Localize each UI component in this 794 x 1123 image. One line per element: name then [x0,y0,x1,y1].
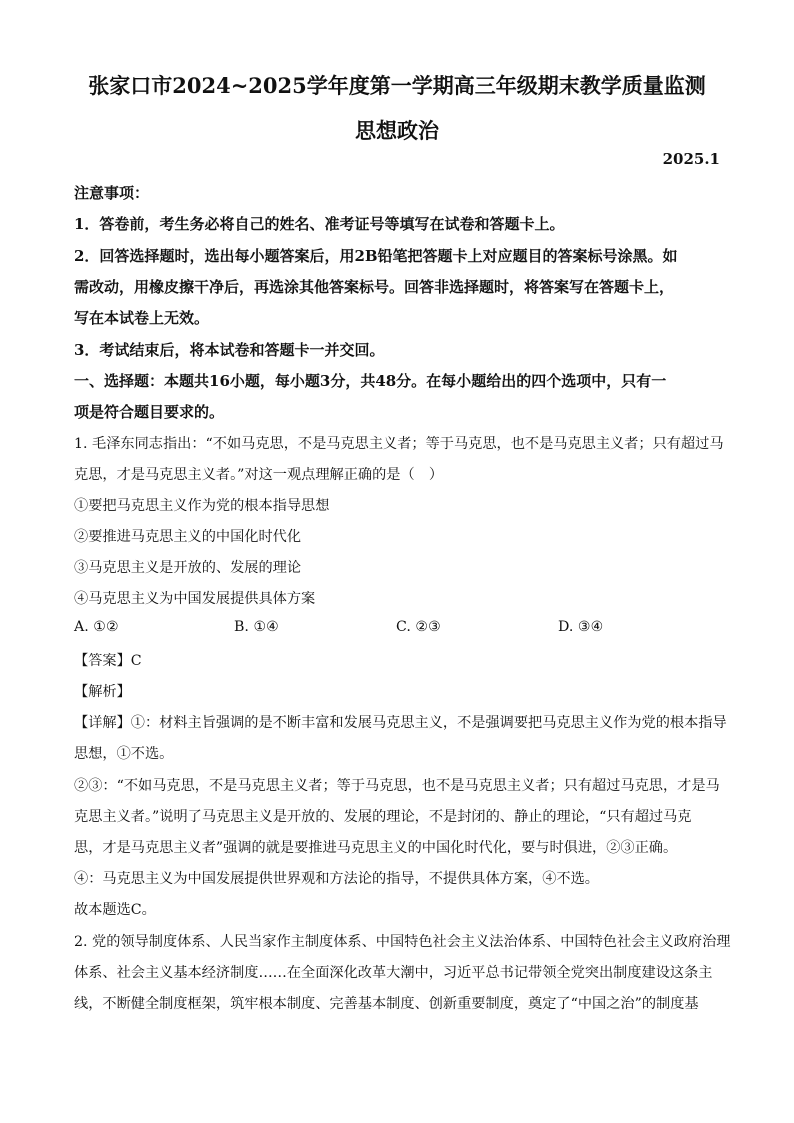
analysis-tag: 【解析】 [74,684,131,700]
option-d: D. ③④ [558,619,604,635]
option-c: C. ②③ [396,619,441,635]
conclusion-line: 故本题选C。 [74,902,156,918]
notice-heading: 注意事项： [74,184,150,202]
question-1-stem-line-2: 克思，才是马克思主义者。”对这一观点理解正确的是（ ） [74,467,444,483]
answer-tag: 【答案】 [74,653,131,669]
section-heading-line-2: 项是符合题目要求的。 [74,403,225,421]
detail-line-3: ②③：“不如马克思，不是马克思主义者；等于马克思，也不是马克思主义者；只有超过马克思，才是马 [74,778,720,794]
notice-item-1: 1．答卷前，考生务必将自己的姓名、准考证号等填写在试卷和答题卡上。 [74,215,565,233]
notice-item-2-line-3: 写在本试卷上无效。 [74,309,210,327]
notice-item-2-line-1: 2．回答选择题时，选出每小题答案后，用2B铅笔把答题卡上对应题目的答案标号涂黑。如 [74,247,678,265]
detail-line-6: ④：马克思主义为中国发展提供世界观和方法论的指导，不提供具体方案，④不选。 [74,871,599,887]
answer-line [74,650,722,670]
notice-item-2-line-2: 需改动，用橡皮擦干净后，再选涂其他答案标号。回答非选择题时，将答案写在答题卡上， [74,278,675,296]
question-1-statement-2: ②要推进马克思主义的中国化时代化 [74,529,302,545]
subject-title: 思想政治 [355,118,439,143]
question-2-line-2: 体系、社会主义基本经济制度……在全面深化改革大潮中，习近平总书记带领全党突出制度建设这条主 [74,965,713,981]
exam-date: 2025.1 [662,150,720,168]
question-2-line-1: 2. 党的领导制度体系、人民当家作主制度体系、中国特色社会主义法治体系、中国特色社会主义政府治理 [74,934,731,950]
notice-item-3: 3．考试结束后，将本试卷和答题卡一并交回。 [74,341,385,359]
detail-line-4: 克思主义者。”说明了马克思主义是开放的、发展的理论，不是封闭的、静止的理论，“只有超过马克 [74,809,692,825]
question-1-stem-line-1: 1. 毛泽东同志指出：“不如马克思，不是马克思主义者；等于马克思，也不是马克思主义者；只有超过马 [74,436,724,452]
option-a: A. ①② [74,619,119,635]
question-1-statement-1: ①要把马克思主义作为党的根本指导思想 [74,498,330,514]
question-1-statement-3: ③马克思主义是开放的、发展的理论 [74,560,302,576]
detail-line-1 [74,712,727,732]
question-1-statement-4: ④马克思主义为中国发展提供具体方案 [74,591,316,607]
detail-line-2: 思想，①不选。 [74,746,174,762]
section-heading-line-1: 一、选择题：本题共16小题，每小题3分，共48分。在每小题给出的四个选项中，只有一 [74,372,667,390]
detail-line-5: 思，才是马克思主义者”强调的就是要推进马克思主义的中国化时代化，要与时俱进，②③正确。 [74,840,678,856]
option-b: B. ①④ [234,619,279,635]
answer-value: C [130,653,142,669]
question-2-line-3: 线，不断健全制度框架，筑牢根本制度、完善基本制度、创新重要制度，奠定了“中国之治”的制度基 [74,996,699,1012]
exam-title: 张家口市2024~2025学年度第一学期高三年级期末教学质量监测 [88,73,706,98]
detail-text-1: ①：材料主旨强调的是不断丰富和发展马克思主义，不是强调要把马克思主义作为党的根本指导 [130,715,727,731]
detail-tag: 【详解】 [74,715,131,731]
